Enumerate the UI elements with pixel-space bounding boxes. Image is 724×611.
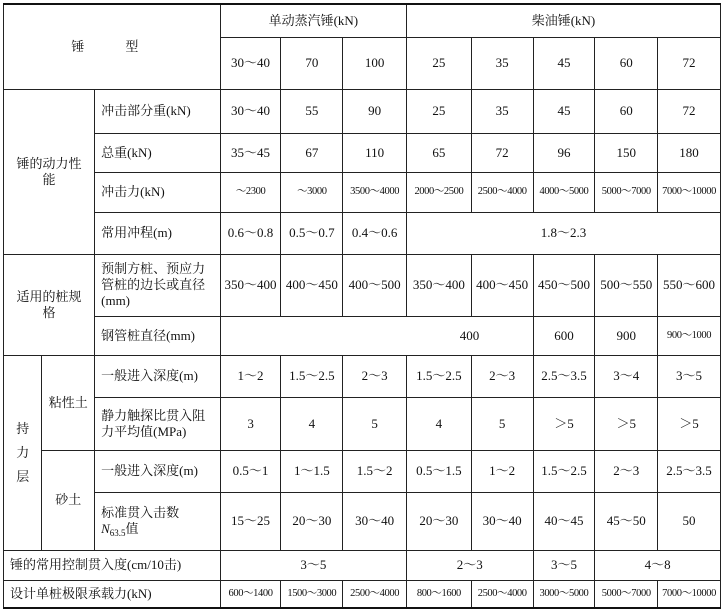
- table-cell: 4: [407, 397, 472, 450]
- table-cell: 350～400: [407, 254, 472, 316]
- table-cell: 55: [281, 89, 343, 133]
- row-label: 预制方桩、预应力管桩的边长或直径(mm): [95, 254, 221, 316]
- table-cell: 3～5: [658, 355, 721, 397]
- table-cell: 25: [407, 89, 472, 133]
- table-cell: 72: [658, 89, 721, 133]
- table-cell: 0.5～1.5: [407, 450, 472, 492]
- table-cell: 5: [343, 397, 407, 450]
- table-cell: 450～500: [533, 254, 595, 316]
- row-label: 总重(kN): [95, 133, 221, 172]
- table-cell: 3500～4000: [343, 172, 407, 212]
- table-cell: 600～1400: [220, 580, 281, 608]
- row-label: 一般进入深度(m): [95, 450, 221, 492]
- table-cell: ＞5: [533, 397, 595, 450]
- table-cell: 1.5～2.5: [533, 450, 595, 492]
- table-cell-empty: [343, 316, 407, 355]
- table-cell: 30～40: [471, 492, 533, 550]
- table-cell: 150: [595, 133, 658, 172]
- table-row: [4, 355, 721, 397]
- table-cell: 2500～4000: [343, 580, 407, 608]
- row-label: 静力触探比贯入阻力平均值(MPa): [95, 397, 221, 450]
- table-cell: 3: [220, 397, 281, 450]
- row-label: 冲击力(kN): [95, 172, 221, 212]
- table-cell: 2000～2500: [407, 172, 472, 212]
- table-cell: 20～30: [407, 492, 472, 550]
- table-cell: 4000～5000: [533, 172, 595, 212]
- model-cell: 72: [658, 37, 721, 89]
- table-cell: 3000～5000: [533, 580, 595, 608]
- hammer-selection-table: [3, 3, 721, 609]
- hammer-type-header: [4, 4, 221, 89]
- section-pile-spec: 适用的桩规格: [4, 254, 95, 355]
- table-cell: 35～45: [220, 133, 281, 172]
- table-row: [4, 89, 721, 133]
- table-cell-span: 3～5: [220, 550, 406, 580]
- table-cell: 7000～10000: [658, 580, 721, 608]
- spt-suffix: 值: [125, 521, 139, 536]
- section-bearing-layer: [4, 355, 42, 550]
- table-cell: 50: [658, 492, 721, 550]
- spt-symbol: N: [101, 521, 110, 536]
- table-cell-span: 4～8: [595, 550, 721, 580]
- spt-subscript: 63.5: [109, 528, 126, 538]
- table-cell-span: 1.8～2.3: [407, 212, 721, 254]
- table-cell: 900: [595, 316, 658, 355]
- table-cell: 90: [343, 89, 407, 133]
- spt-label: 标准贯入击数: [101, 505, 180, 520]
- table-cell: 2～3: [595, 450, 658, 492]
- table-row: [4, 580, 721, 608]
- table-row: [4, 397, 721, 450]
- table-cell: ＞5: [658, 397, 721, 450]
- table-cell-span: 2～3: [407, 550, 534, 580]
- table-cell: 1～1.5: [281, 450, 343, 492]
- table-cell: 1.5～2.5: [407, 355, 472, 397]
- section-bearing-layer-label: 持力层: [16, 420, 30, 484]
- table-cell: 600: [533, 316, 595, 355]
- table-cell: 15～25: [220, 492, 281, 550]
- table-cell: 45～50: [595, 492, 658, 550]
- table-cell: 72: [471, 133, 533, 172]
- table-cell: 0.5～0.7: [281, 212, 343, 254]
- table-cell: 550～600: [658, 254, 721, 316]
- table-cell: ＞5: [595, 397, 658, 450]
- table-cell: 1～2: [220, 355, 281, 397]
- table-cell: 500～550: [595, 254, 658, 316]
- model-cell: 35: [471, 37, 533, 89]
- table-cell: 30～40: [220, 89, 281, 133]
- table-row: [4, 492, 721, 550]
- table-cell: 1～2: [471, 450, 533, 492]
- table-cell: 1.5～2: [343, 450, 407, 492]
- table-cell: 5: [471, 397, 533, 450]
- model-cell: 100: [343, 37, 407, 89]
- table-cell-span: 400: [407, 316, 534, 355]
- model-cell: 25: [407, 37, 472, 89]
- table-cell: 110: [343, 133, 407, 172]
- table-cell: 1.5～2.5: [281, 355, 343, 397]
- hammer-type-label: 锤 型: [71, 38, 153, 54]
- table-cell: 5000～7000: [595, 172, 658, 212]
- table-cell: 350～400: [220, 254, 281, 316]
- table-cell: 2.5～3.5: [533, 355, 595, 397]
- table-cell: 40～45: [533, 492, 595, 550]
- table-cell: 400～450: [281, 254, 343, 316]
- table-row: [4, 212, 721, 254]
- table-cell: 5000～7000: [595, 580, 658, 608]
- table-cell: 0.4～0.6: [343, 212, 407, 254]
- subsection-clay: 粘性土: [42, 355, 95, 450]
- table-cell-empty: [220, 316, 281, 355]
- table-cell: 2～3: [471, 355, 533, 397]
- table-row: [4, 450, 721, 492]
- table-cell: 35: [471, 89, 533, 133]
- model-cell: 60: [595, 37, 658, 89]
- model-cell: 30～40: [220, 37, 281, 89]
- section-dynamic-performance: 锤的动力性能: [4, 89, 95, 254]
- table-cell: 800～1600: [407, 580, 472, 608]
- table-cell: 2500～4000: [471, 172, 533, 212]
- group-single-acting-steam: 单动蒸汽锤(kN): [220, 4, 406, 37]
- row-label: 常用冲程(m): [95, 212, 221, 254]
- table-cell: 0.5～1: [220, 450, 281, 492]
- table-cell: ～3000: [281, 172, 343, 212]
- table-row: [4, 316, 721, 355]
- table-cell: 180: [658, 133, 721, 172]
- table-cell: 65: [407, 133, 472, 172]
- table-cell-empty: [281, 316, 343, 355]
- table-cell: 2～3: [343, 355, 407, 397]
- table-row: [4, 172, 721, 212]
- table-cell: 7000～10000: [658, 172, 721, 212]
- table-cell: 30～40: [343, 492, 407, 550]
- row-label: 钢管桩直径(mm): [95, 316, 221, 355]
- table-cell: 1500～3000: [281, 580, 343, 608]
- table-cell: 45: [533, 89, 595, 133]
- table-row: [4, 550, 721, 580]
- model-cell: 70: [281, 37, 343, 89]
- table-cell: ～2300: [220, 172, 281, 212]
- table-row: [4, 133, 721, 172]
- row-label: 锤的常用控制贯入度(cm/10击): [4, 550, 221, 580]
- row-label: [95, 492, 221, 550]
- table-cell: 2.5～3.5: [658, 450, 721, 492]
- table-cell: 96: [533, 133, 595, 172]
- table-cell: 60: [595, 89, 658, 133]
- table-cell: 3～4: [595, 355, 658, 397]
- table-cell: 0.6～0.8: [220, 212, 281, 254]
- table-cell: 2500～4000: [471, 580, 533, 608]
- header-row-groups: [4, 4, 721, 37]
- table-cell: 4: [281, 397, 343, 450]
- table-cell: 400～450: [471, 254, 533, 316]
- group-diesel: 柴油锤(kN): [407, 4, 721, 37]
- table-row: [4, 254, 721, 316]
- table-cell: 67: [281, 133, 343, 172]
- model-cell: 45: [533, 37, 595, 89]
- table-cell: 900～1000: [658, 316, 721, 355]
- row-label: 冲击部分重(kN): [95, 89, 221, 133]
- table-cell: 3～5: [533, 550, 595, 580]
- row-label: 一般进入深度(m): [95, 355, 221, 397]
- row-label: 设计单桩极限承载力(kN): [4, 580, 221, 608]
- subsection-sand: 砂土: [42, 450, 95, 550]
- table-cell: 20～30: [281, 492, 343, 550]
- table-cell: 400～500: [343, 254, 407, 316]
